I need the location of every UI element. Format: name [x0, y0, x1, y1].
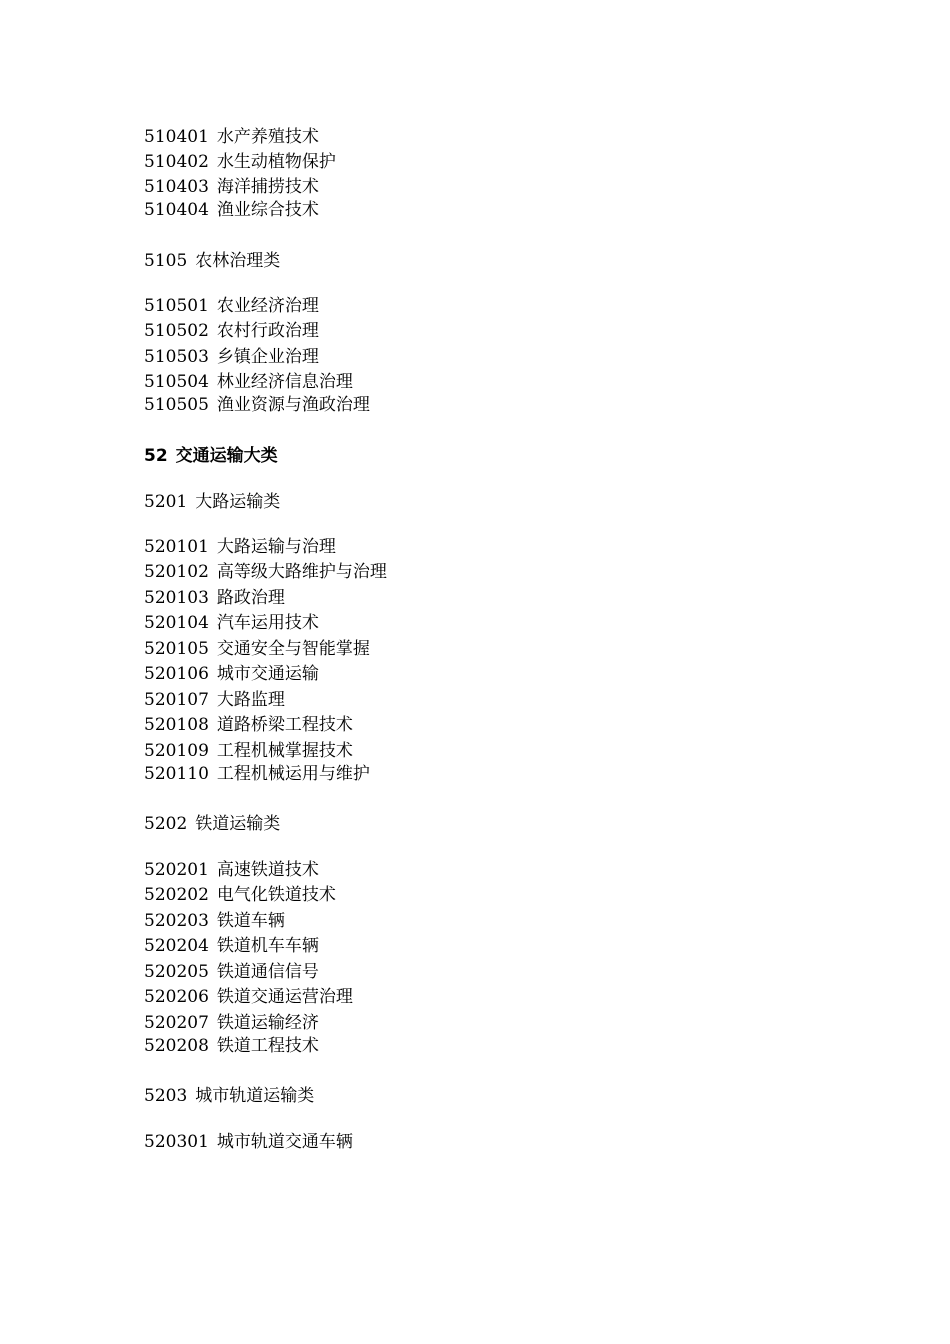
item-name: 水生动植物保护 — [216, 152, 336, 172]
list-item — [144, 1012, 319, 1034]
list-item — [144, 884, 336, 906]
item-name: 铁道通信信号 — [216, 962, 319, 982]
list-item — [144, 740, 353, 762]
item-name: 渔业资源与渔政治理 — [216, 395, 370, 415]
item-name: 农业经济治理 — [216, 296, 319, 316]
list-item — [144, 151, 336, 173]
section-name: 农林治理类 — [195, 251, 281, 271]
section-heading — [144, 491, 280, 513]
category-heading — [144, 445, 278, 467]
item-code: 520301 — [144, 1132, 209, 1152]
item-code: 510403 — [144, 177, 209, 197]
list-item — [144, 961, 319, 983]
section-code: 5203 — [144, 1086, 188, 1106]
item-code: 510402 — [144, 152, 209, 172]
list-item — [144, 346, 319, 368]
item-code: 520205 — [144, 962, 209, 982]
section-heading — [144, 250, 280, 272]
item-name: 高等级大路维护与治理 — [216, 562, 387, 582]
item-code: 520203 — [144, 911, 209, 931]
item-name: 林业经济信息治理 — [216, 372, 353, 392]
list-item — [144, 986, 353, 1008]
item-code: 520106 — [144, 664, 209, 684]
list-item — [144, 859, 319, 881]
list-item — [144, 536, 336, 558]
item-code: 520110 — [144, 764, 209, 784]
item-code: 510502 — [144, 321, 209, 341]
item-code: 520206 — [144, 987, 209, 1007]
item-name: 工程机械运用与维护 — [216, 764, 370, 784]
item-code: 520103 — [144, 588, 209, 608]
item-code: 520207 — [144, 1013, 209, 1033]
list-item — [144, 935, 319, 957]
item-name: 铁道车辆 — [216, 911, 285, 931]
category-code: 52 — [144, 446, 168, 466]
item-name: 海洋捕捞技术 — [216, 177, 319, 197]
list-item — [144, 295, 319, 317]
item-name: 汽车运用技术 — [216, 613, 319, 633]
section-heading — [144, 1085, 314, 1107]
list-item — [144, 1035, 319, 1057]
item-name: 铁道机车车辆 — [216, 936, 319, 956]
list-item — [144, 199, 319, 221]
section-code: 5202 — [144, 814, 188, 834]
item-name: 交通安全与智能掌握 — [216, 639, 370, 659]
list-item — [144, 689, 285, 711]
section-name: 城市轨道运输类 — [195, 1086, 315, 1106]
item-code: 510404 — [144, 200, 209, 220]
item-name: 水产养殖技术 — [216, 127, 319, 147]
list-item — [144, 663, 319, 685]
item-code: 520107 — [144, 690, 209, 710]
list-item — [144, 1131, 353, 1153]
item-code: 510505 — [144, 395, 209, 415]
list-item — [144, 638, 370, 660]
item-name: 大路运输与治理 — [216, 537, 336, 557]
list-item — [144, 612, 319, 634]
item-code: 510504 — [144, 372, 209, 392]
item-code: 510503 — [144, 347, 209, 367]
section-name: 大路运输类 — [195, 492, 281, 512]
item-name: 路政治理 — [216, 588, 285, 608]
item-code: 520101 — [144, 537, 209, 557]
item-code: 520208 — [144, 1036, 209, 1056]
item-name: 工程机械掌握技术 — [216, 741, 353, 761]
list-item — [144, 320, 319, 342]
item-name: 乡镇企业治理 — [216, 347, 319, 367]
item-code: 510401 — [144, 127, 209, 147]
list-item — [144, 126, 319, 148]
section-heading — [144, 813, 280, 835]
item-code: 520104 — [144, 613, 209, 633]
section-code: 5105 — [144, 251, 188, 271]
item-code: 520204 — [144, 936, 209, 956]
category-name: 交通运输大类 — [175, 446, 278, 466]
section-code: 5201 — [144, 492, 188, 512]
list-item — [144, 371, 353, 393]
list-item — [144, 714, 353, 736]
list-item — [144, 394, 370, 416]
item-code: 520108 — [144, 715, 209, 735]
list-item — [144, 561, 387, 583]
item-code: 520202 — [144, 885, 209, 905]
item-code: 510501 — [144, 296, 209, 316]
item-name: 渔业综合技术 — [216, 200, 319, 220]
item-code: 520102 — [144, 562, 209, 582]
item-name: 高速铁道技术 — [216, 860, 319, 880]
item-name: 城市交通运输 — [216, 664, 319, 684]
item-code: 520109 — [144, 741, 209, 761]
item-name: 大路监理 — [216, 690, 285, 710]
item-code: 520105 — [144, 639, 209, 659]
item-name: 铁道工程技术 — [216, 1036, 319, 1056]
item-name: 铁道运输经济 — [216, 1013, 319, 1033]
item-code: 520201 — [144, 860, 209, 880]
item-name: 道路桥梁工程技术 — [216, 715, 353, 735]
section-name: 铁道运输类 — [195, 814, 281, 834]
item-name: 城市轨道交通车辆 — [216, 1132, 353, 1152]
item-name: 铁道交通运营治理 — [216, 987, 353, 1007]
list-item — [144, 587, 285, 609]
list-item — [144, 763, 370, 785]
list-item — [144, 176, 319, 198]
item-name: 农村行政治理 — [216, 321, 319, 341]
item-name: 电气化铁道技术 — [216, 885, 336, 905]
list-item — [144, 910, 285, 932]
